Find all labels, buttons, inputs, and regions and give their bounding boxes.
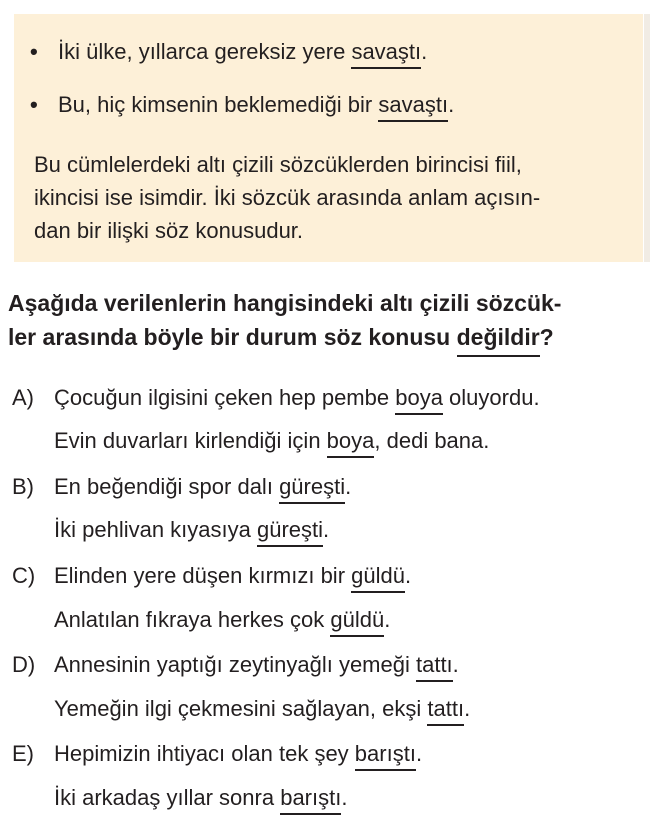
bullet-punct: . [448,92,455,117]
underlined-word: savaştı [378,92,449,117]
option-letter: B) [12,474,34,499]
option-letter: A) [12,385,34,410]
underlined-word: güreşti [256,517,324,542]
bullet-text: Bu, hiç kimsenin beklemediği bir [58,92,379,117]
option-e[interactable] [12,740,422,768]
question-stem [8,286,561,354]
option-a-sentence-2 [12,427,489,455]
underlined-word: barıştı [280,785,342,810]
sentence-text: Annesinin yaptığı zeytinyağlı yemeği [54,652,416,677]
sentence-text: Elinden yere düşen kırmızı bir [54,563,352,588]
explanation-line: Bu cümlelerdeki altı çizili sözcüklerden birincisi fiil, [34,152,522,177]
option-b[interactable] [12,473,351,501]
option-a[interactable] [12,384,540,412]
underlined-word: savaştı [351,39,422,64]
question-text: ler arasında böyle bir durum söz konusu [8,324,457,350]
explanation-line: dan bir ilişki söz konusudur. [34,218,304,243]
sentence-text: Anlatılan fıkraya herkes çok [54,607,331,632]
option-b-sentence-2 [12,516,329,544]
sentence-text: . [384,607,391,632]
underlined-word: güldü [330,607,385,632]
sentence-text: İki arkadaş yıllar sonra [54,785,281,810]
option-d-sentence-2 [12,695,470,723]
option-d[interactable] [12,651,459,679]
option-c[interactable] [12,562,411,590]
underlined-word: boya [395,385,443,410]
sentence-text: Evin duvarları kirlendiği için [54,428,327,453]
bullet-punct: . [421,39,428,64]
option-c-sentence-2 [12,606,390,634]
explanation-line: ikincisi ise isimdir. İki sözcük arasında anlam açısın- [34,185,541,210]
sentence-text: . [452,652,459,677]
underlined-word: güreşti [279,474,346,499]
underlined-word: boya [326,428,375,453]
underlined-word: tattı [415,652,453,677]
sentence-text: Yemeğin ilgi çekmesini sağlayan, ekşi [54,696,428,721]
underlined-word: barıştı [354,741,416,766]
underlined-word: değildir [457,320,540,354]
sentence-text: . [341,785,348,810]
bullet-marker: • [30,92,38,117]
option-e-sentence-2 [12,784,347,812]
info-bullet-2 [30,91,454,119]
question-line-2 [8,320,561,354]
info-bullet-1 [30,38,427,66]
page-edge [644,14,650,262]
question-line-1: Aşağıda verilenlerin hangisindeki altı çizili sözcük- [8,290,562,316]
sentence-text: . [404,563,412,588]
sentence-text: Hepimizin ihtiyacı olan tek şey [54,741,355,766]
sentence-text: , dedi bana. [374,428,490,453]
option-letter: C) [12,563,36,588]
bullet-marker: • [30,39,38,64]
sentence-text: . [345,474,352,499]
question-mark: ? [539,324,554,350]
info-explanation [34,148,630,247]
option-letter: E) [12,741,34,766]
sentence-text: . [415,741,423,766]
underlined-word: güldü [351,563,405,588]
underlined-word: tattı [427,696,465,721]
sentence-text: . [464,696,471,721]
sentence-text: Çocuğun ilgisini çeken hep pembe [54,385,396,410]
sentence-text: En beğendiği spor dalı [54,474,280,499]
sentence-text: İki pehlivan kıyasıya [54,517,257,542]
bullet-text: İki ülke, yıllarca gereksiz yere [58,39,352,64]
sentence-text: . [323,517,330,542]
sentence-text: oluyordu. [442,385,540,410]
option-letter: D) [12,652,36,677]
